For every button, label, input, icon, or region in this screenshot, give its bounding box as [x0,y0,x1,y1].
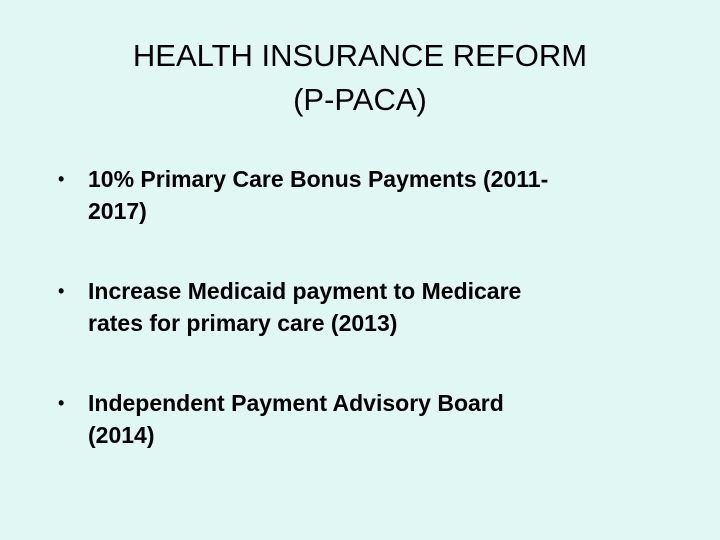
bullet-dot-icon: • [58,169,65,189]
bullet-item-primary-care-bonus [54,163,634,227]
slide-title-line-1: HEALTH INSURANCE REFORM [132,38,588,73]
bullet-text-line-1: 10% Primary Care Bonus Payments (2011- [88,166,549,192]
bullet-text-line-1: Increase Medicaid payment to Medicare [88,278,522,304]
bullet-text-line-1: Independent Payment Advisory Board [88,390,504,416]
bullet-text-line-2: rates for primary care (2013) [88,310,398,336]
slide-title-line-2: (P-PACA) [293,82,427,117]
bullet-dot-icon: • [58,281,65,301]
bullet-dot-icon: • [58,393,65,413]
bullet-text-line-2: (2014) [88,422,155,448]
slide-title [40,34,680,122]
bullet-item-payment-advisory-board [54,387,634,451]
bullet-list [54,163,634,499]
bullet-item-medicaid-payment [54,275,634,339]
bullet-text-line-2: 2017) [88,198,147,224]
